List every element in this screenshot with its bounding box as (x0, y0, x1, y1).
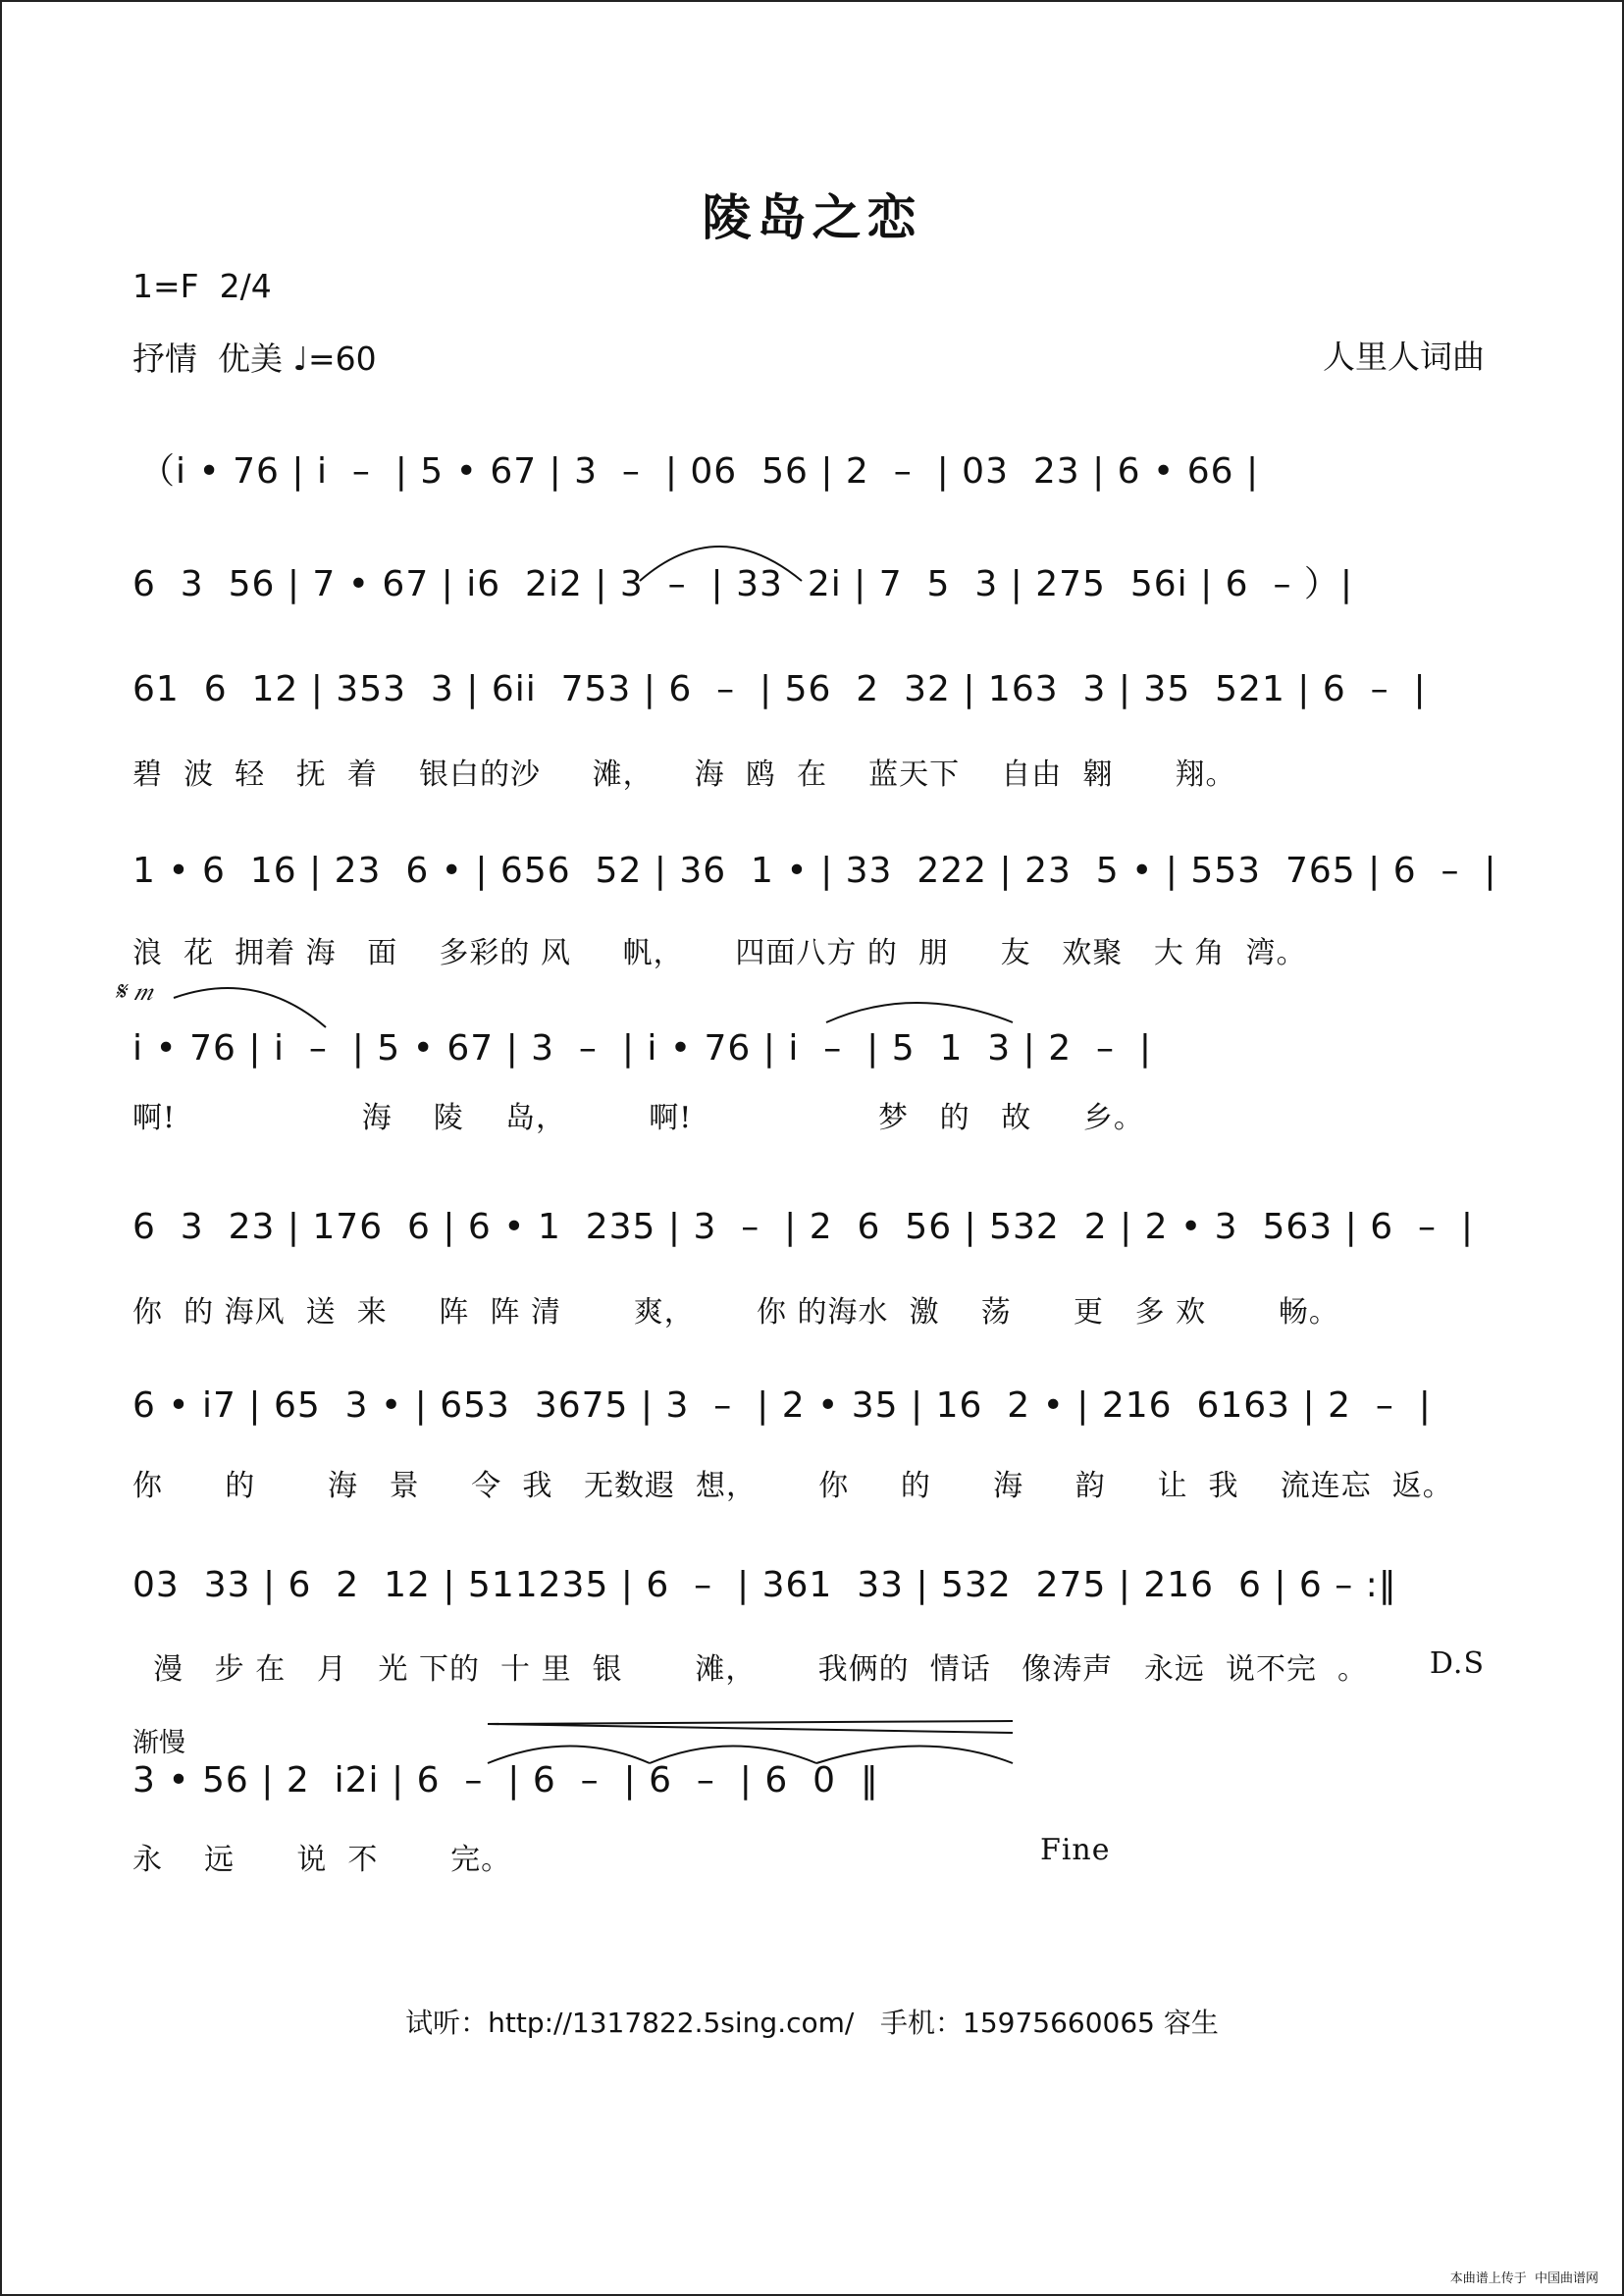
lyrics-row-5: 啊! 海 陵 岛， 啊! 梦 的 故 乡。 (132, 1101, 1144, 1135)
notation-row-7: 6 • i7 | 65 3 • | 653 3675 | 3 – | 2 • 35 | 16 2 • | 216 6163 | 2 – | (132, 1385, 1432, 1426)
source-watermark: 本曲谱上传于 中国曲谱网 (1449, 2271, 1598, 2286)
slur-lines (2, 2, 1622, 2294)
lyrics-row-8: 漫 步 在 月 光 下的 十 里 银 滩， 我俩的 情话 像涛声 永远 说不完 。 (132, 1652, 1369, 1687)
tempo-marking: 抒情 优美 ♩=60 (132, 339, 377, 378)
notation-row-3: 61 6 12 | 353 3 | 6ii 753 | 6 – | 56 2 32 | 163 3 | 35 521 | 6 – | (132, 669, 1427, 709)
lyrics-row-4: 浪 花 拥着 海 面 多彩的 风 帆， 四面八方 的 朋 友 欢聚 大 角 湾。 (132, 936, 1307, 970)
segno-dynamic-mark: 𝄋 𝆐 (115, 977, 153, 1007)
lyrics-row-6: 你 的 海风 送 来 阵 阵 清 爽， 你 的海水 激 荡 更 多 欢 畅。 (132, 1295, 1339, 1330)
lyrics-row-9: 永 远 说 不 完。 (132, 1843, 512, 1877)
ritardando-mark: 渐慢 (132, 1728, 185, 1758)
notation-row-6: 6 3 23 | 176 6 | 6 • 1 235 | 3 – | 2 6 56 | 532 2 | 2 • 3 563 | 6 – | (132, 1207, 1474, 1247)
fine-mark: Fine (1040, 1833, 1111, 1867)
notation-row-8: 03 33 | 6 2 12 | 511235 | 6 – | 361 33 | 532 275 | 216 6 | 6 – :‖ (132, 1565, 1397, 1605)
notation-row-5: i • 76 | i – | 5 • 67 | 3 – | i • 76 | i – | 5 1 3 | 2 – | (132, 1028, 1152, 1069)
notation-row-9: 3 • 56 | 2 i2i | 6 – | 6 – | 6 – | 6 0 ‖ (132, 1760, 879, 1800)
lyrics-row-7: 你 的 海 景 令 我 无数遐 想， 你 的 海 韵 让 我 流连忘 返。 (132, 1469, 1453, 1503)
lyrics-row-3: 碧 波 轻 抚 着 银白的沙 滩， 海 鸥 在 蓝天下 自由 翱 翔。 (132, 757, 1236, 792)
key-meter: 1=F 2/4 (132, 267, 272, 305)
song-title: 陵岛之恋 (702, 188, 922, 246)
notation-row-4: 1 • 6 16 | 23 6 • | 656 52 | 36 1 • | 33 222 | 23 5 • | 553 765 | 6 – | (132, 851, 1497, 891)
composer-credit: 人里人词曲 (1323, 338, 1485, 376)
notation-row-2: 6 3 56 | 7 • 67 | i6 2i2 | 3 – | 33 2i | 7 5 3 | 275 56i | 6 – ）| (132, 564, 1354, 604)
contact-footer: 试听：http://1317822.5sing.com/ 手机：15975660065 容生 (405, 2007, 1219, 2039)
notation-row-1: （i • 76 | i – | 5 • 67 | 3 – | 06 56 | 2 – | 03 23 | 6 • 66 | (139, 451, 1260, 492)
da-segno-mark: D.S (1429, 1646, 1485, 1681)
